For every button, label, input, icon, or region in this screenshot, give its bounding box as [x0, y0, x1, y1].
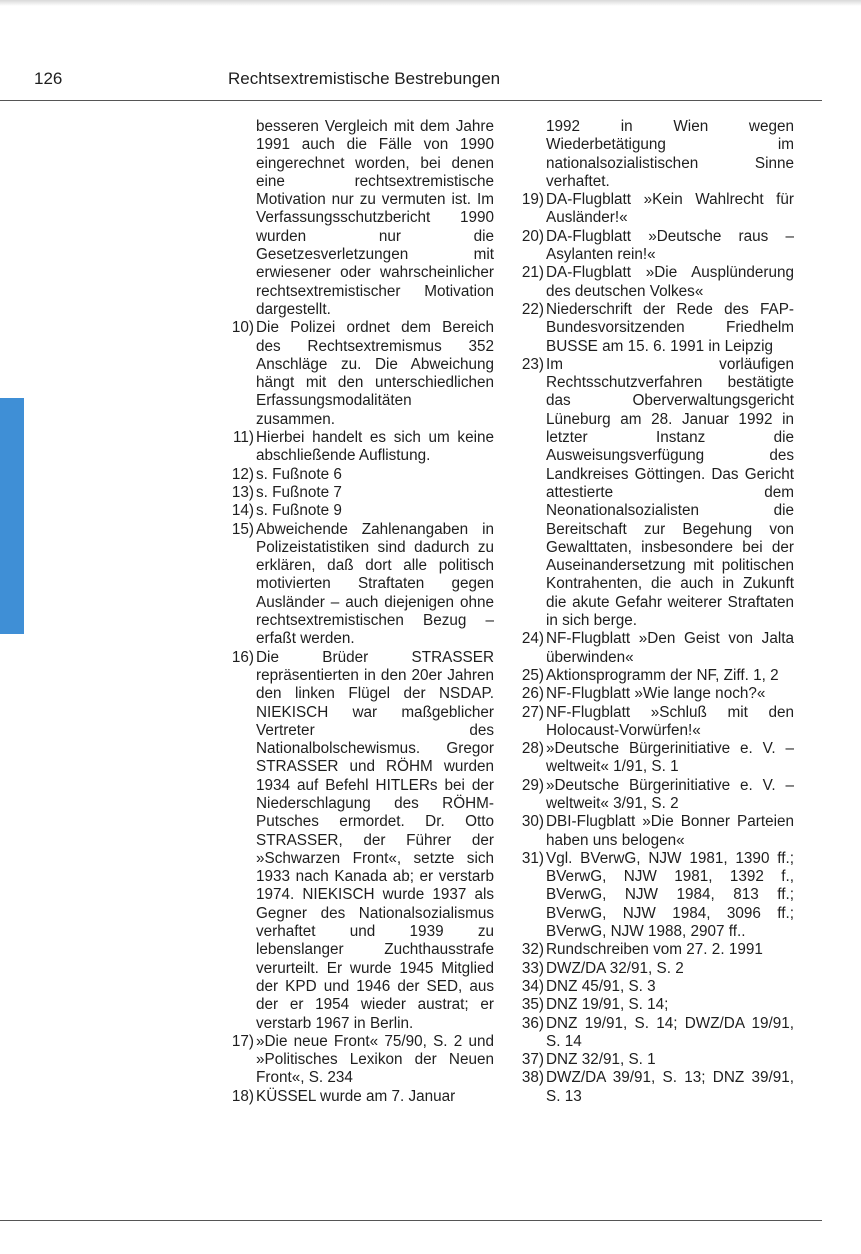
footnote-item	[508, 1069, 794, 1106]
footnote-item	[508, 264, 794, 301]
footnote-number: 31)	[521, 849, 544, 867]
footnote-item	[508, 191, 794, 228]
header-rule	[0, 100, 822, 101]
footnote-text: s. Fußnote 7	[256, 483, 342, 501]
footnotes-left-column	[218, 118, 494, 1106]
footnote-number: 30)	[521, 813, 544, 831]
footnote-number: 21)	[521, 264, 544, 282]
footnote-number: 33)	[521, 959, 544, 977]
footnote-number: 34)	[521, 977, 544, 995]
footnote-text: NF-Flugblatt »Den Geist von Jalta überwinden«	[546, 630, 794, 666]
footnote-text: Abweichende Zahlenangaben in Polizeistatistiken sind dadurch zu erklären, daß dort alle politisch motivierten Straftaten gegen Ausländer – auch diejenigen ohne rechtsextremistischen Bezug – erfaßt werden.	[256, 520, 494, 648]
footnote-item	[218, 521, 494, 649]
footnote-text: DBI-Flugblatt »Die Bonner Parteien haben uns belogen«	[546, 813, 794, 849]
footnote-number: 23)	[521, 355, 544, 373]
footer-rule	[0, 1220, 822, 1221]
footnote-number: 10)	[231, 319, 254, 337]
footnote-item	[508, 941, 794, 959]
footnote-text: »Die neue Front« 75/90, S. 2 und »Politisches Lexikon der Neuen Front«, S. 234	[256, 1032, 494, 1087]
footnote-number: 32)	[521, 941, 544, 959]
footnote-item	[508, 850, 794, 941]
footnote-continuation: besseren Vergleich mit dem Jahre 1991 auch die Fälle von 1990 eingerechnet worden, bei denen eine rechtsextremistische Motivation nur zu vermuten ist. Im Verfassungsschutzbericht 1990 wurden nur die Gesetzesverletzungen mit erwiesener oder wahrscheinlicher rechtsextremistischer Motivation dargestellt.	[256, 118, 494, 318]
footnote-number: 26)	[521, 685, 544, 703]
footnote-text: Rundschreiben vom 27. 2. 1991	[546, 941, 763, 959]
footnote-text: DA-Flugblatt »Deutsche raus – Asylanten rein!«	[546, 227, 794, 264]
footnote-item	[508, 356, 794, 630]
footnote-item	[508, 996, 794, 1014]
footnote-item	[508, 704, 794, 741]
footnote-text: DNZ 19/91, S. 14; DWZ/DA 19/91, S. 14	[546, 1014, 794, 1050]
footnote-item	[218, 429, 494, 466]
footnote-text: »Deutsche Bürgerinitiative e. V. – weltweit« 1/91, S. 1	[546, 740, 794, 776]
footnote-continuation: 1992 in Wien wegen Wiederbetätigung im nationalsozialistischen Sinne verhaftet.	[546, 118, 794, 190]
footnote-text: DA-Flugblatt »Die Ausplünderung des deutschen Volkes«	[546, 264, 794, 300]
footnote-item	[508, 228, 794, 265]
footnote-number: 18)	[231, 1087, 254, 1105]
footnote-number: 16)	[231, 648, 254, 666]
footnote-text: Hierbei handelt es sich um keine abschließende Auflistung.	[256, 429, 494, 465]
footnote-number: 15)	[231, 520, 254, 538]
footnote-text: »Deutsche Bürgerinitiative e. V. – weltweit« 3/91, S. 2	[546, 776, 794, 812]
footnote-text: KÜSSEL wurde am 7. Januar	[256, 1087, 456, 1105]
page-number: 126	[34, 69, 63, 88]
footnote-item	[508, 667, 794, 685]
footnote-item	[218, 484, 494, 502]
footnote-text: Die Polizei ordnet dem Bereich des Rechtsextremismus 352 Anschläge zu. Die Abweichung hängt mit den unterschiedlichen Erfassungsmodalitäten zusammen.	[256, 319, 494, 428]
footnote-number: 28)	[521, 740, 544, 758]
footnote-text: Vgl. BVerwG, NJW 1981, 1390 ff.; BVerwG, NJW 1981, 1392 f., BVerwG, NJW 1984, 813 ff.; BVerwG, NJW 1984, 3096 ff.; BVerwG, NJW 1988, 2907 ff..	[546, 849, 794, 941]
footnote-text: Aktionsprogramm der NF, Ziff. 1, 2	[546, 666, 779, 684]
footnote-number: 20)	[521, 227, 544, 245]
footnote-number: 37)	[521, 1051, 544, 1069]
footnote-number: 19)	[521, 191, 544, 209]
footnote-number: 11)	[233, 429, 254, 447]
footnote-item	[218, 319, 494, 429]
footnote-item	[508, 301, 794, 356]
footnote-item	[218, 1033, 494, 1088]
running-header: Rechtsextremistische Bestrebungen	[228, 69, 501, 88]
footnote-item	[508, 740, 794, 777]
footnote-item	[508, 1015, 794, 1052]
footnote-item	[218, 1088, 494, 1106]
footnote-text: DNZ 19/91, S. 14;	[546, 996, 669, 1014]
footnote-item	[508, 1051, 794, 1069]
footnote-number: 25)	[521, 666, 544, 684]
footnote-number: 22)	[521, 300, 544, 318]
footnote-number: 38)	[521, 1069, 544, 1087]
footnote-number: 13)	[231, 483, 254, 501]
footnote-text: DA-Flugblatt »Kein Wahlrecht für Ausländer!«	[546, 191, 794, 227]
footnote-text: NF-Flugblatt »Wie lange noch?«	[546, 685, 766, 703]
footnote-number: 12)	[231, 465, 254, 483]
footnote-item	[508, 630, 794, 667]
footnote-number: 24)	[521, 630, 544, 648]
footnote-text: DNZ 45/91, S. 3	[546, 977, 656, 995]
footnote-number: 36)	[521, 1014, 544, 1032]
footnote-text: NF-Flugblatt »Schluß mit den Holocaust-Vorwürfen!«	[546, 703, 794, 739]
footnote-text: Im vorläufigen Rechtsschutzverfahren bestätigte das Oberverwaltungsgericht Lüneburg am 28. Januar 1992 in letzter Instanz die Ausweisungsverfügung des Landkreises Göttingen. Das Gericht attestierte dem Neonationalsozialisten die Bereitschaft zur Begehung von Gewalttaten, insbesondere bei der Auseinandersetzung mit politischen Kontrahenten, die auch in Zukunft die akute Gefahr weiterer Straftaten in sich berge.	[546, 355, 794, 630]
footnote-item	[508, 960, 794, 978]
footnotes-right-column	[508, 118, 794, 1106]
footnote-text: DNZ 32/91, S. 1	[546, 1051, 656, 1069]
side-tab-marker	[0, 398, 24, 634]
footnote-number: 14)	[231, 502, 254, 520]
footnote-item	[508, 777, 794, 814]
footnote-number: 27)	[521, 703, 544, 721]
footnote-text: DWZ/DA 39/91, S. 13; DNZ 39/91, S. 13	[546, 1069, 794, 1105]
footnote-item	[218, 502, 494, 520]
footnote-item	[218, 466, 494, 484]
footnote-number: 29)	[521, 776, 544, 794]
footnote-list-left	[218, 319, 494, 1106]
page-top-shade	[0, 0, 861, 6]
footnote-text: s. Fußnote 9	[256, 502, 342, 520]
footnote-text: Die Brüder STRASSER repräsentierten in den 20er Jahren den linken Flügel der NSDAP. NIEKISCH war maßgeblicher Vertreter des Nationalbolschewismus. Gregor STRASSER und RÖHM wurden 1934 auf Befehl HITLERs bei der Niederschlagung des RÖHM-Putsches ermordet. Dr. Otto STRASSER, der Führer der »Schwarzen Front«, setzte sich 1933 nach Kanada ab; er verstarb 1974. NIEKISCH wurde 1937 als Gegner des Nationalsozialismus verhaftet und 1939 zu lebenslanger Zuchthausstrafe verurteilt. Er wurde 1945 Mitglied der KPD und 1946 der SED, aus der er 1954 wieder austrat; er verstarb 1967 in Berlin.	[256, 648, 494, 1032]
footnote-item	[508, 685, 794, 703]
footnote-number: 35)	[521, 996, 544, 1014]
footnote-list-right	[508, 191, 794, 1106]
footnote-text: Niederschrift der Rede des FAP-Bundesvorsitzenden Friedhelm BUSSE am 15. 6. 1991 in Leipzig	[546, 300, 794, 355]
footnote-item	[508, 813, 794, 850]
footnote-number: 17)	[231, 1032, 254, 1050]
footnote-text: DWZ/DA 32/91, S. 2	[546, 959, 684, 977]
footnote-item	[218, 649, 494, 1033]
footnote-item	[508, 978, 794, 996]
footnote-text: s. Fußnote 6	[256, 465, 342, 483]
